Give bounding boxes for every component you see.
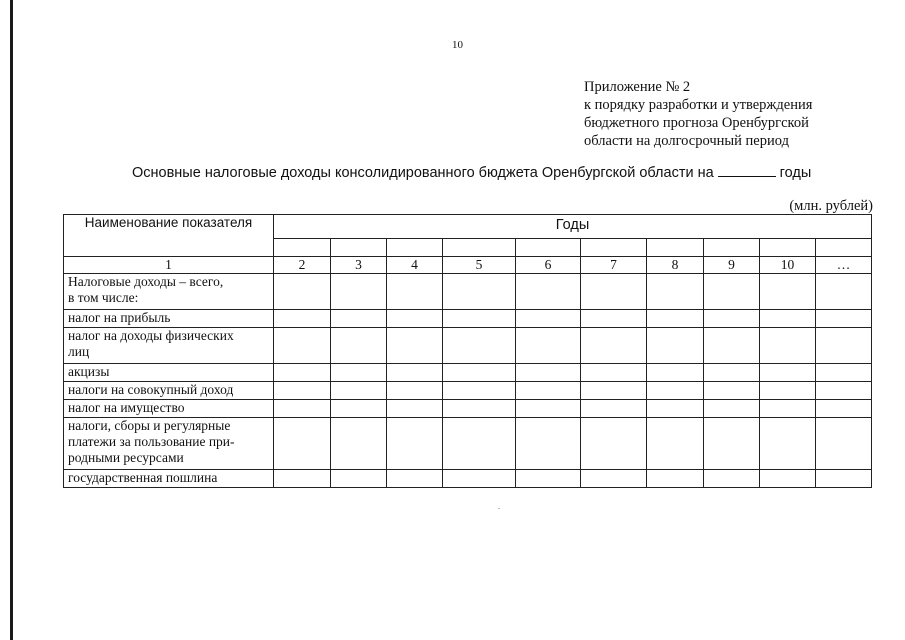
value-cell (274, 310, 331, 328)
value-cell (581, 382, 647, 400)
indicator-name-cell (64, 364, 274, 382)
page-number: 10 (452, 39, 463, 51)
value-cell (331, 274, 387, 310)
value-cell (387, 328, 443, 364)
value-cell (516, 328, 581, 364)
value-cell (274, 470, 331, 488)
value-cell (760, 470, 816, 488)
value-cell (704, 382, 760, 400)
value-cell (704, 470, 760, 488)
value-cell (760, 274, 816, 310)
indicator-name-cell (64, 470, 274, 488)
value-cell (443, 418, 516, 470)
table-row (64, 364, 872, 382)
value-cell (331, 310, 387, 328)
value-cell (816, 382, 872, 400)
value-cell (516, 418, 581, 470)
indicator-name-cell (64, 400, 274, 418)
binding-edge-line (10, 0, 13, 640)
year-cell (387, 239, 443, 257)
value-cell (581, 328, 647, 364)
value-cell (704, 328, 760, 364)
column-number: 1 (64, 257, 274, 274)
document-title (132, 164, 811, 181)
indicator-name-line: лиц (68, 344, 90, 359)
indicator-name-cell (64, 274, 274, 310)
value-cell (704, 400, 760, 418)
value-cell (443, 328, 516, 364)
column-number: 8 (647, 257, 704, 274)
indicator-name-line: налог на имущество (68, 400, 185, 415)
value-cell (647, 274, 704, 310)
value-cell (274, 274, 331, 310)
table-row (64, 274, 872, 310)
tax-revenue-table (63, 214, 872, 488)
year-cell (516, 239, 581, 257)
value-cell (704, 418, 760, 470)
header-row-1 (64, 215, 872, 239)
value-cell (443, 382, 516, 400)
header-years: Годы (274, 215, 872, 239)
value-cell (516, 382, 581, 400)
value-cell (760, 328, 816, 364)
value-cell (704, 364, 760, 382)
value-cell (816, 328, 872, 364)
value-cell (443, 364, 516, 382)
value-cell (704, 274, 760, 310)
year-cell (760, 239, 816, 257)
column-number: … (816, 257, 872, 274)
value-cell (387, 470, 443, 488)
indicator-name-line: налоги на совокупный доход (68, 382, 234, 397)
value-cell (331, 400, 387, 418)
table-body (64, 274, 872, 488)
title-text: Основные налоговые доходы консолидированного бюджета Оренбургской области на (132, 165, 714, 181)
value-cell (581, 418, 647, 470)
header-indicator-name: Наименование показателя (64, 215, 274, 257)
title-blank-line (718, 164, 776, 177)
value-cell (387, 418, 443, 470)
column-number: 4 (387, 257, 443, 274)
indicator-name-line: платежи за пользование при- (68, 434, 235, 449)
value-cell (274, 364, 331, 382)
appendix-line-4: области на долгосрочный период (584, 133, 789, 149)
indicator-name-line: акцизы (68, 364, 110, 379)
value-cell (816, 470, 872, 488)
value-cell (816, 310, 872, 328)
value-cell (331, 364, 387, 382)
indicator-name-line: налог на прибыль (68, 310, 171, 325)
table-row (64, 400, 872, 418)
appendix-line-3: бюджетного прогноза Оренбургской (584, 115, 809, 131)
value-cell (581, 400, 647, 418)
column-number: 9 (704, 257, 760, 274)
table-row (64, 470, 872, 488)
value-cell (443, 400, 516, 418)
units-label: (млн. рублей) (789, 198, 873, 214)
column-number: 3 (331, 257, 387, 274)
column-number-row (64, 257, 872, 274)
indicator-name-line: в том числе: (68, 290, 139, 305)
indicator-name-cell (64, 328, 274, 364)
value-cell (704, 310, 760, 328)
year-cell (274, 239, 331, 257)
value-cell (760, 310, 816, 328)
indicator-name-cell (64, 418, 274, 470)
value-cell (816, 418, 872, 470)
value-cell (760, 382, 816, 400)
indicator-name-line: государственная пошлина (68, 470, 218, 485)
value-cell (274, 418, 331, 470)
year-cell (581, 239, 647, 257)
value-cell (516, 310, 581, 328)
value-cell (816, 274, 872, 310)
indicator-name-line: налог на доходы физических (68, 328, 234, 343)
value-cell (581, 274, 647, 310)
year-cell (704, 239, 760, 257)
appendix-note (584, 78, 812, 150)
value-cell (387, 382, 443, 400)
value-cell (647, 328, 704, 364)
value-cell (760, 418, 816, 470)
column-number: 5 (443, 257, 516, 274)
value-cell (274, 400, 331, 418)
indicator-name-line: родными ресурсами (68, 450, 184, 465)
value-cell (387, 310, 443, 328)
scan-speck (498, 508, 500, 509)
value-cell (516, 400, 581, 418)
value-cell (443, 274, 516, 310)
table-row (64, 328, 872, 364)
value-cell (647, 470, 704, 488)
year-cell (647, 239, 704, 257)
value-cell (387, 400, 443, 418)
column-number: 10 (760, 257, 816, 274)
column-number: 6 (516, 257, 581, 274)
table-row (64, 310, 872, 328)
appendix-line-2: к порядку разработки и утверждения (584, 97, 813, 113)
value-cell (516, 274, 581, 310)
value-cell (581, 364, 647, 382)
indicator-name-line: налоги, сборы и регулярные (68, 418, 231, 433)
value-cell (760, 364, 816, 382)
year-cell (816, 239, 872, 257)
indicator-name-cell (64, 382, 274, 400)
value-cell (581, 310, 647, 328)
value-cell (443, 310, 516, 328)
table-row (64, 418, 872, 470)
indicator-name-cell (64, 310, 274, 328)
value-cell (647, 400, 704, 418)
value-cell (647, 382, 704, 400)
value-cell (760, 400, 816, 418)
value-cell (647, 418, 704, 470)
appendix-line-1: Приложение № 2 (584, 79, 691, 95)
title-suffix: годы (779, 165, 812, 181)
value-cell (331, 418, 387, 470)
column-number: 2 (274, 257, 331, 274)
value-cell (581, 470, 647, 488)
value-cell (647, 310, 704, 328)
value-cell (331, 470, 387, 488)
value-cell (387, 274, 443, 310)
table-row (64, 382, 872, 400)
value-cell (516, 364, 581, 382)
value-cell (331, 328, 387, 364)
column-number: 7 (581, 257, 647, 274)
value-cell (816, 400, 872, 418)
value-cell (387, 364, 443, 382)
value-cell (274, 382, 331, 400)
value-cell (516, 470, 581, 488)
value-cell (443, 470, 516, 488)
value-cell (647, 364, 704, 382)
indicator-name-line: Налоговые доходы – всего, (68, 274, 224, 289)
value-cell (274, 328, 331, 364)
value-cell (331, 382, 387, 400)
year-cell (443, 239, 516, 257)
value-cell (816, 364, 872, 382)
year-cell (331, 239, 387, 257)
